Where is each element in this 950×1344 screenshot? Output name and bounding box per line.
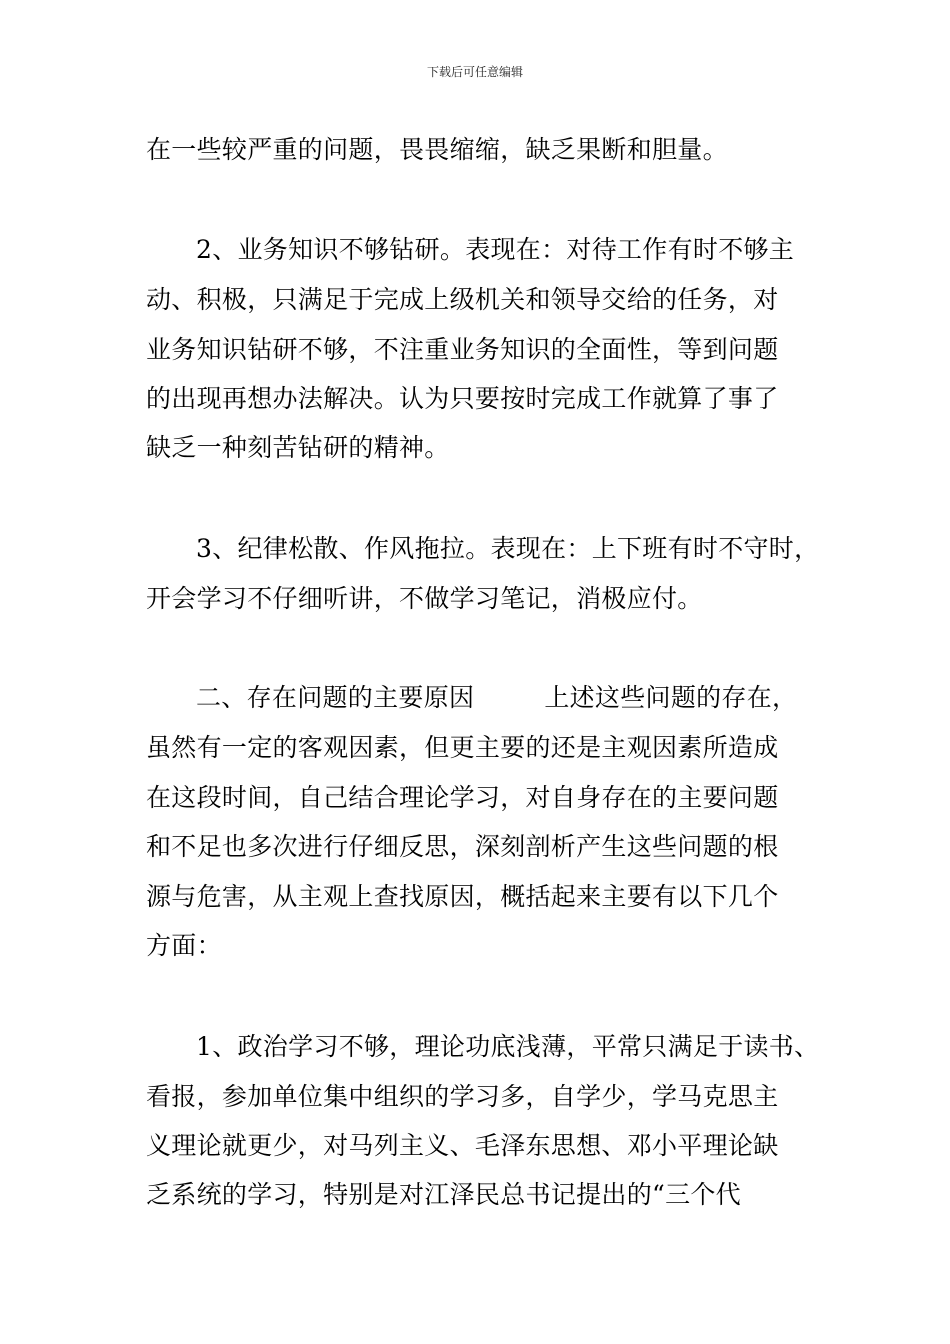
body-text-line: 2、业务知识不够钻研。表现在：对待工作有时不够主 bbox=[196, 235, 795, 264]
body-text-line: 业务知识钻研不够，不注重业务知识的全面性，等到问题 bbox=[146, 335, 779, 364]
body-text-line: 3、纪律松散、作风拖拉。表现在：上下班有时不守时， bbox=[196, 534, 820, 563]
body-text-line: 乏系统的学习，特别是对江泽民总书记提出的“三个代 bbox=[146, 1180, 741, 1209]
body-text-line: 和不足也多次进行仔细反思，深刻剖析产生这些问题的根 bbox=[146, 832, 779, 861]
body-text-line: 缺乏一种刻苦钻研的精神。 bbox=[146, 433, 450, 462]
body-text-line: 义理论就更少，对马列主义、毛泽东思想、邓小平理论缺 bbox=[146, 1131, 779, 1160]
section-heading-tail: 上述这些问题的存在， bbox=[544, 683, 798, 712]
page-header-note: 下载后可任意编辑 bbox=[426, 65, 523, 79]
body-text-line: 的出现再想办法解决。认为只要按时完成工作就算了事了 bbox=[146, 384, 779, 413]
body-text-line: 方面： bbox=[146, 931, 222, 960]
body-text-line: 源与危害，从主观上查找原因，概括起来主要有以下几个 bbox=[146, 882, 779, 911]
body-text-line: 在一些较严重的问题，畏畏缩缩，缺乏果断和胆量。 bbox=[146, 135, 728, 164]
body-text-line: 看报，参加单位集中组织的学习多，自学少，学马克思主 bbox=[146, 1082, 779, 1111]
section-heading: 二、存在问题的主要原因 bbox=[196, 683, 475, 712]
body-text-line: 开会学习不仔细听讲，不做学习笔记，消极应付。 bbox=[146, 584, 703, 613]
body-text-line: 1、政治学习不够，理论功底浅薄，平常只满足于读书、 bbox=[196, 1032, 820, 1061]
body-text-line: 虽然有一定的客观因素，但更主要的还是主观因素所造成 bbox=[146, 733, 779, 762]
body-text-line: 在这段时间，自己结合理论学习，对自身存在的主要问题 bbox=[146, 783, 779, 812]
body-text-line: 动、积极，只满足于完成上级机关和领导交给的任务，对 bbox=[146, 285, 779, 314]
section-heading-line bbox=[196, 682, 797, 714]
